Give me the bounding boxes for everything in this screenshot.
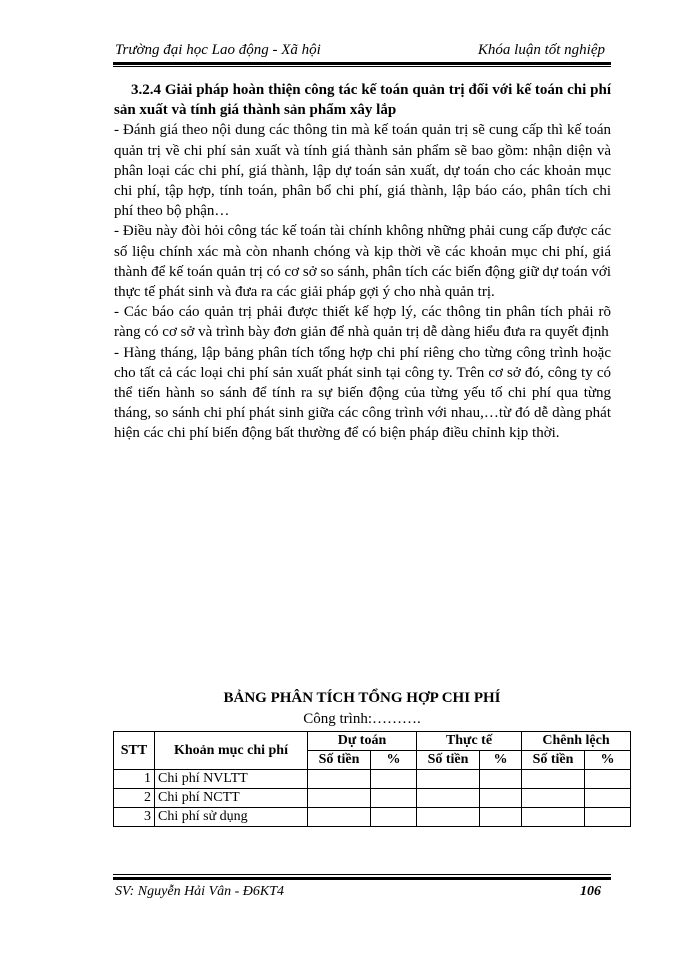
row-item: Chi phí NCTT [155,789,308,808]
row-stt: 2 [114,789,155,808]
header-rule-thick [113,62,611,65]
footer-rule-thin [113,874,611,875]
col-actual-percent: % [480,751,522,770]
col-estimate-amount: Số tiền [308,751,371,770]
row-stt: 1 [114,770,155,789]
page-header [113,38,611,62]
row-stt: 3 [114,808,155,827]
table-title: BẢNG PHÂN TÍCH TỔNG HỢP CHI PHÍ [223,690,501,706]
header-thesis-label: Khóa luận tốt nghiệp [477,42,605,58]
col-variance-percent: % [585,751,631,770]
page-number: 106 [580,884,601,899]
table-subtitle: Công trình:………. [303,711,421,727]
header-university: Trường đại học Lao động - Xã hội [115,42,321,58]
col-group-estimate: Dự toán [308,732,417,751]
table-header-row [114,732,631,751]
paragraph-4: - Hàng tháng, lập bảng phân tích tổng hợp chi phí riêng cho từng công trình hoặc cho tất cả các loại chi phí sản xuất phát sinh tại công ty. Trên cơ sở đó, công ty có thể tiến hành so sánh để tính ra sự biến động của từng yếu tố chi phí qua từng tháng, so sánh chi phí phát sinh giữa các công trình với nhau,…từ đó dễ dàng phát hiện các chi phí biến động bất thường để có biện pháp điều chỉnh kịp thời. [114,344,611,442]
paragraph-2: - Điều này đòi hỏi công tác kế toán tài chính không những phải cung cấp được các số liệu chính xác mà còn nhanh chóng và kịp thời về các khoản mục chi phí, giá thành để kế toán quản trị có cơ sở so sánh, phân tích các biến động giữ dự toán với thực tế phát sinh và đưa ra các giải pháp gợi ý cho nhà quản trị. [114,223,611,301]
col-variance-amount: Số tiền [522,751,585,770]
paragraph-3: - Các báo cáo quản trị phải được thiết kế hợp lý, các thông tin phân tích phải rõ ràng có cơ sở và trình bày đơn giản để nhà quản trị dễ dàng hiểu đưa ra quyết định [114,304,611,341]
row-item: Chi phí NVLTT [155,770,308,789]
footer-rule-thick [113,877,611,880]
section-body [114,80,611,444]
table-row [114,808,631,827]
row-item: Chi phí sử dụng [155,808,308,827]
cost-analysis-table [113,731,631,827]
table-row [114,789,631,808]
col-actual-amount: Số tiền [417,751,480,770]
col-estimate-percent: % [371,751,417,770]
table-row [114,770,631,789]
col-group-actual: Thực tế [417,732,522,751]
paragraph-1: - Đánh giá theo nội dung các thông tin mà kế toán quản trị sẽ cung cấp thì kế toán quản trị về chi phí sản xuất và tính giá thành sản phẩm sẽ bao gồm: nhận diện và phân loại các chi phí, giá thành, lập dự toán sản xuất, dự toán cho các khoản mục chi phí, tập hợp, tính toán, phân bổ chi phí, giá thành, lập báo cáo, phân tích chi phí theo bộ phận… [114,122,611,220]
col-group-variance: Chênh lệch [522,732,631,751]
section-heading: 3.2.4 Giải pháp hoàn thiện công tác kế toán quản trị đối với kế toán chi phí sản xuất và tính giá thành sản phẩm xây lắp [114,82,611,119]
col-stt: STT [114,732,155,770]
header-rule-thin [113,66,611,67]
footer-student: SV: Nguyễn Hải Vân - Đ6KT4 [115,884,285,899]
col-item: Khoản mục chi phí [155,732,308,770]
